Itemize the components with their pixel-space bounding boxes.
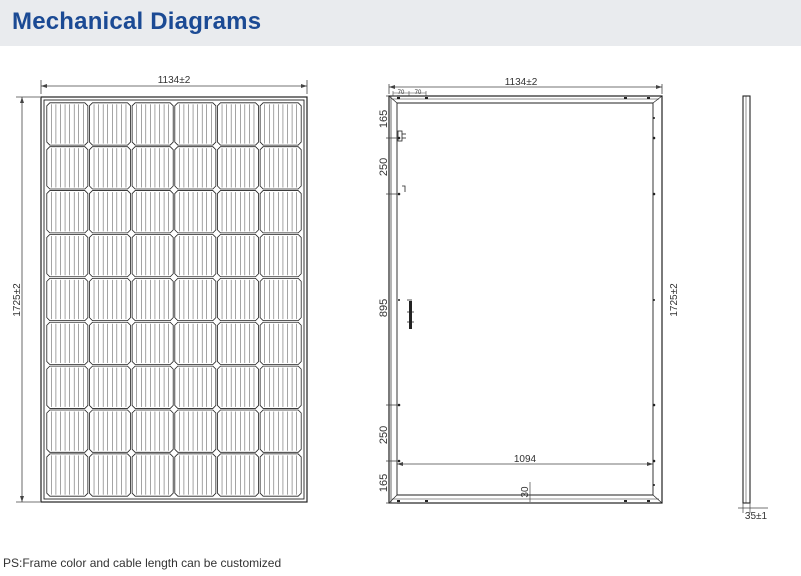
solar-cell	[47, 147, 88, 189]
dim-250-bottom: 250	[378, 425, 390, 445]
solar-cell	[132, 278, 173, 320]
solar-cell	[260, 147, 301, 189]
solar-cell	[132, 454, 173, 496]
solar-cell	[89, 454, 130, 496]
solar-cell	[47, 278, 88, 320]
solar-cell	[132, 366, 173, 408]
solar-cell	[260, 454, 301, 496]
solar-cell	[217, 234, 258, 276]
solar-cell	[260, 103, 301, 145]
solar-cell	[89, 322, 130, 364]
inner-width-label: 1094	[513, 454, 537, 465]
solar-cell	[175, 278, 216, 320]
solar-cell	[175, 366, 216, 408]
front-height-label: 1725±2	[12, 283, 23, 317]
solar-cell	[175, 410, 216, 452]
solar-cell	[217, 454, 258, 496]
solar-cell	[260, 322, 301, 364]
solar-cell	[89, 103, 130, 145]
solar-cell	[175, 191, 216, 233]
solar-cell	[47, 454, 88, 496]
solar-cell	[260, 278, 301, 320]
dim-250-top: 250	[378, 157, 390, 177]
thickness-label: 35±1	[744, 511, 768, 522]
back-height-label: 1725±2	[669, 283, 680, 317]
solar-cell	[89, 366, 130, 408]
solar-cell	[175, 103, 216, 145]
top-small-dim-2: 70	[414, 90, 422, 96]
solar-cell	[260, 191, 301, 233]
solar-cell	[132, 322, 173, 364]
solar-cell	[132, 234, 173, 276]
solar-cell	[47, 366, 88, 408]
dim-165-bottom: 165	[378, 473, 390, 493]
solar-cell	[175, 454, 216, 496]
solar-cell	[89, 410, 130, 452]
solar-cell	[89, 234, 130, 276]
back-width-label: 1134±2	[504, 77, 538, 88]
footer-note: PS:Frame color and cable length can be customized	[3, 556, 282, 570]
dim-165-top: 165	[378, 109, 390, 129]
dim-895: 895	[378, 298, 390, 318]
solar-cell	[217, 410, 258, 452]
dim-30: 30	[520, 486, 531, 498]
solar-cell	[217, 322, 258, 364]
solar-cell	[89, 278, 130, 320]
solar-cell	[89, 147, 130, 189]
solar-cell	[47, 191, 88, 233]
solar-cell	[175, 322, 216, 364]
junction-box	[409, 301, 412, 329]
page-title: Mechanical Diagrams	[12, 8, 262, 35]
solar-cell	[132, 147, 173, 189]
solar-cell	[132, 191, 173, 233]
solar-cell	[217, 366, 258, 408]
solar-cell	[217, 147, 258, 189]
back-view	[378, 77, 680, 503]
solar-cell	[217, 278, 258, 320]
solar-cell	[217, 103, 258, 145]
back-frame	[389, 96, 662, 503]
solar-cell	[175, 234, 216, 276]
solar-cell	[217, 191, 258, 233]
solar-cell	[89, 191, 130, 233]
solar-cell	[260, 410, 301, 452]
front-width-label: 1134±2	[157, 75, 191, 86]
solar-cell	[47, 410, 88, 452]
solar-cell	[175, 147, 216, 189]
solar-cell	[260, 234, 301, 276]
solar-cell	[260, 366, 301, 408]
side-profile	[743, 96, 750, 503]
front-view	[12, 75, 307, 502]
solar-cell	[132, 103, 173, 145]
solar-cell	[47, 103, 88, 145]
solar-cell	[47, 234, 88, 276]
side-view	[738, 96, 768, 522]
solar-cell	[132, 410, 173, 452]
top-small-dim-1: 70	[397, 90, 405, 96]
solar-cell	[47, 322, 88, 364]
